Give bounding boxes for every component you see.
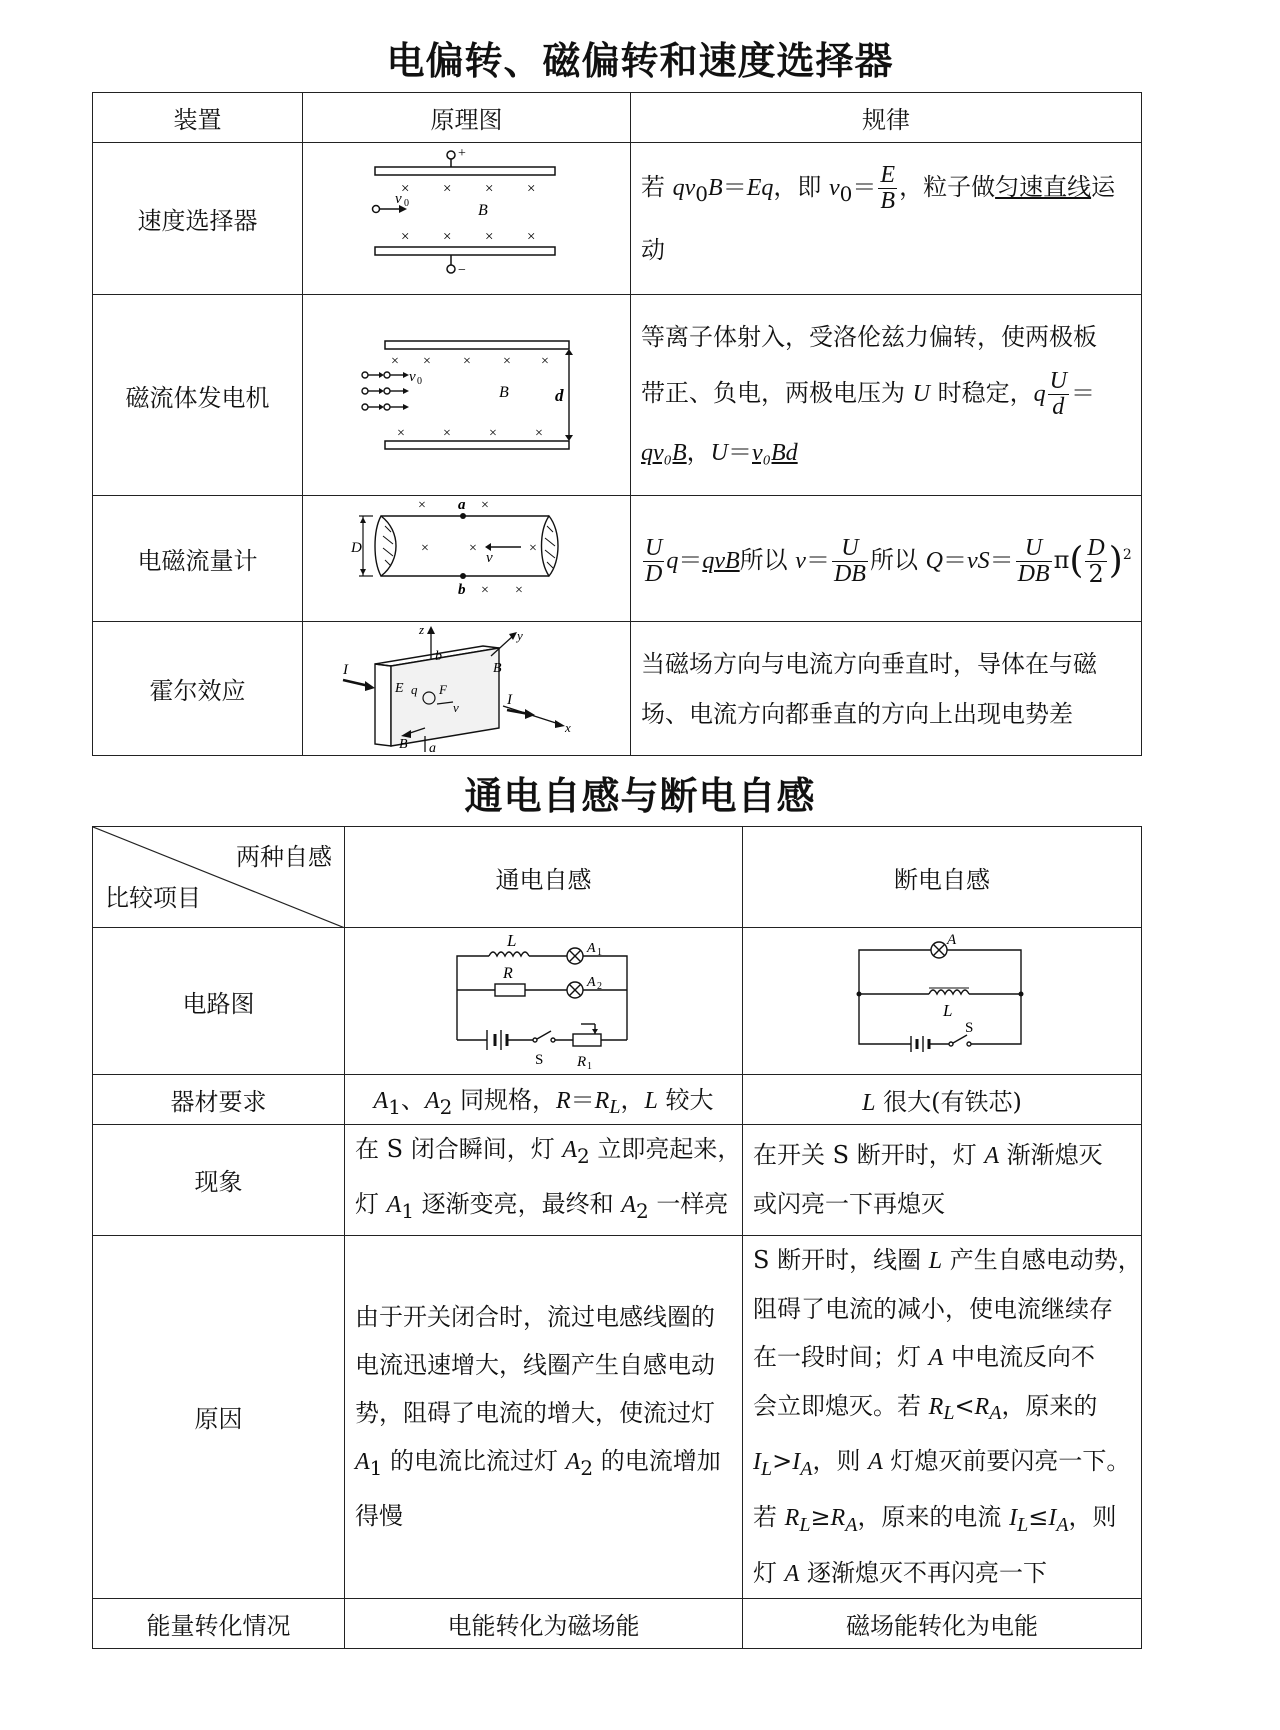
svg-text:A: A — [947, 932, 957, 948]
velocity-selector-diagram — [303, 143, 631, 295]
table-row — [93, 143, 1142, 295]
svg-text:z: z — [419, 622, 425, 637]
table-row — [93, 622, 1142, 756]
svg-text:S: S — [965, 1020, 974, 1036]
device-name: 速度选择器 — [93, 143, 303, 295]
svg-text:×: × — [443, 229, 452, 245]
row-label: 能量转化情况 — [93, 1598, 345, 1648]
svg-text:×: × — [535, 426, 543, 441]
svg-text:A: A — [587, 941, 596, 956]
header-energize: 通电自感 — [345, 827, 743, 928]
table-row — [93, 1598, 1142, 1648]
svg-text:×: × — [541, 354, 549, 369]
header-row — [93, 93, 1142, 143]
svg-text:I: I — [507, 692, 512, 708]
energy-deenergize: 磁场能转化为电能 — [743, 1598, 1142, 1648]
device-name: 霍尔效应 — [93, 622, 303, 756]
svg-text:B: B — [499, 384, 509, 401]
corner-top-label: 两种自感 — [236, 843, 332, 871]
header-row — [93, 827, 1142, 928]
svg-text:D: D — [351, 540, 362, 556]
corner-header — [93, 827, 345, 928]
svg-text:×: × — [443, 426, 451, 441]
svg-text:b: b — [435, 649, 442, 664]
row-label: 原因 — [93, 1235, 345, 1598]
svg-text:I: I — [343, 662, 348, 678]
device-name: 电磁流量计 — [93, 496, 303, 622]
svg-text:×: × — [515, 583, 523, 598]
header-rule: 规律 — [631, 93, 1142, 143]
title-deflection: 电偏转、磁偏转和速度选择器 — [386, 39, 894, 83]
svg-text:×: × — [529, 541, 537, 556]
circuit-deenergize — [743, 928, 1142, 1075]
hall-effect-diagram — [303, 622, 631, 756]
mhd-generator-diagram — [303, 295, 631, 496]
svg-text:×: × — [421, 541, 429, 556]
svg-text:×: × — [481, 583, 489, 598]
svg-text:S: S — [535, 1052, 544, 1068]
svg-text:×: × — [418, 498, 426, 513]
svg-text:x: x — [565, 720, 571, 735]
svg-text:a: a — [429, 741, 436, 755]
equipment-energize: $A_1$、$A_2$ 同规格，$R=R_L$，L 较大 — [345, 1075, 743, 1125]
svg-text:v: v — [395, 191, 402, 207]
svg-text:q: q — [411, 682, 418, 697]
svg-text:×: × — [527, 181, 536, 197]
rule-velocity-selector: 若 $qv_0B=Eq$，即 $v_0=$ $\frac{E}{B}$ ，粒子做匀速直线运 动 — [631, 143, 1142, 295]
phenomenon-deenergize: 在开关 S 断开时，灯 A 渐渐熄灭 或闪亮一下再熄灭 — [743, 1125, 1142, 1236]
svg-text:b: b — [458, 582, 466, 598]
svg-text:y: y — [517, 628, 523, 643]
svg-text:×: × — [503, 354, 511, 369]
svg-text:a: a — [458, 497, 466, 513]
table-row — [93, 928, 1142, 1075]
energy-energize: 电能转化为磁场能 — [345, 1598, 743, 1648]
svg-text:L: L — [943, 1001, 953, 1020]
svg-text:v: v — [409, 369, 416, 385]
reason-energize: 由于开关闭合时，流过电感线圈的 电流迅速增大，线圈产生自感电动 势，阻碍了电流的增大，使流过灯 $A_1$ 的电流比流过灯 $A_2$ 的电流增加 得慢 — [345, 1235, 743, 1598]
svg-text:F: F — [439, 682, 447, 697]
svg-text:×: × — [401, 229, 410, 245]
svg-text:×: × — [481, 498, 489, 513]
svg-text:B: B — [478, 202, 488, 219]
svg-text:1: 1 — [597, 947, 602, 958]
svg-text:R: R — [503, 965, 513, 982]
svg-text:×: × — [469, 541, 477, 556]
svg-text:E: E — [395, 681, 404, 696]
svg-text:×: × — [527, 229, 536, 245]
reason-deenergize: S 断开时，线圈 L 产生自感电动势， 阻碍了电流的减小，使电流继续存 在一段时间；灯 A 中电流反向不 会立即熄灭。若 $R_L<R_A$，原来的 $I_L>I_A$，则 A 灯熄灭前要闪亮一下。 若 $R_L\ge R_A$，原来的电流 $I_L\le I_A$，则 灯 A 逐渐熄灭不再闪亮一下 — [743, 1235, 1142, 1598]
rule-hall-effect: 当磁场方向与电流方向垂直时，导体在与磁 场、电流方向都垂直的方向上出现电势差 — [631, 622, 1142, 756]
svg-text:×: × — [485, 229, 494, 245]
title-self-induction: 通电自感与断电自感 — [464, 774, 816, 818]
svg-text:−: − — [458, 263, 466, 278]
svg-text:×: × — [423, 354, 431, 369]
svg-text:×: × — [443, 181, 452, 197]
svg-text:B: B — [493, 661, 502, 676]
equipment-deenergize: L 很大(有铁芯) — [743, 1075, 1142, 1125]
table-deflection — [92, 92, 1142, 756]
svg-text:1: 1 — [587, 1061, 592, 1072]
svg-text:×: × — [489, 426, 497, 441]
header-device: 装置 — [93, 93, 303, 143]
rule-mhd-generator: 等离子体射入，受洛伦兹力偏转，使两极板 带正、负电，两极电压为 U 时稳定，q $\frac{U}{d}$ ＝ qv₀B，U＝v₀Bd — [631, 295, 1142, 496]
svg-text:+: + — [458, 146, 466, 161]
corner-bottom-label: 比较项目 — [105, 884, 201, 912]
circuit-energize — [345, 928, 743, 1075]
svg-text:0: 0 — [417, 376, 422, 387]
flowmeter-diagram — [303, 496, 631, 622]
svg-text:×: × — [397, 426, 405, 441]
svg-text:0: 0 — [404, 198, 409, 209]
table-row — [93, 496, 1142, 622]
row-label: 现象 — [93, 1125, 345, 1236]
svg-text:v: v — [453, 700, 459, 715]
svg-text:v: v — [486, 550, 493, 566]
phenomenon-energize: 在 S 闭合瞬间，灯 $A_2$ 立即亮起来， 灯 $A_1$ 逐渐变亮，最终和 $A_2$ 一样亮 — [345, 1125, 743, 1236]
table-self-induction — [92, 826, 1142, 1649]
svg-text:d: d — [555, 386, 564, 405]
table-row — [93, 1075, 1142, 1125]
table-row — [93, 295, 1142, 496]
table-row — [93, 1235, 1142, 1598]
row-label: 器材要求 — [93, 1075, 345, 1125]
svg-text:R: R — [577, 1054, 587, 1070]
svg-text:L: L — [507, 931, 517, 950]
row-label: 电路图 — [93, 928, 345, 1075]
rule-flowmeter: $\frac{U}{D}$ q＝qvB所以 v＝ $\frac{U}{DB}$ 所以 Q＝vS＝ $\frac{U}{DB}$ π( $\frac{D}{2}$ )$^2$ — [631, 496, 1142, 622]
svg-text:×: × — [463, 354, 471, 369]
table-row — [93, 1125, 1142, 1236]
svg-text:2: 2 — [597, 981, 602, 992]
svg-text:×: × — [485, 181, 494, 197]
svg-text:×: × — [391, 354, 399, 369]
svg-text:×: × — [401, 181, 410, 197]
header-deenergize: 断电自感 — [743, 827, 1142, 928]
header-diagram: 原理图 — [303, 93, 631, 143]
svg-text:A: A — [587, 975, 596, 990]
device-name: 磁流体发电机 — [93, 295, 303, 496]
svg-text:B: B — [399, 737, 408, 752]
